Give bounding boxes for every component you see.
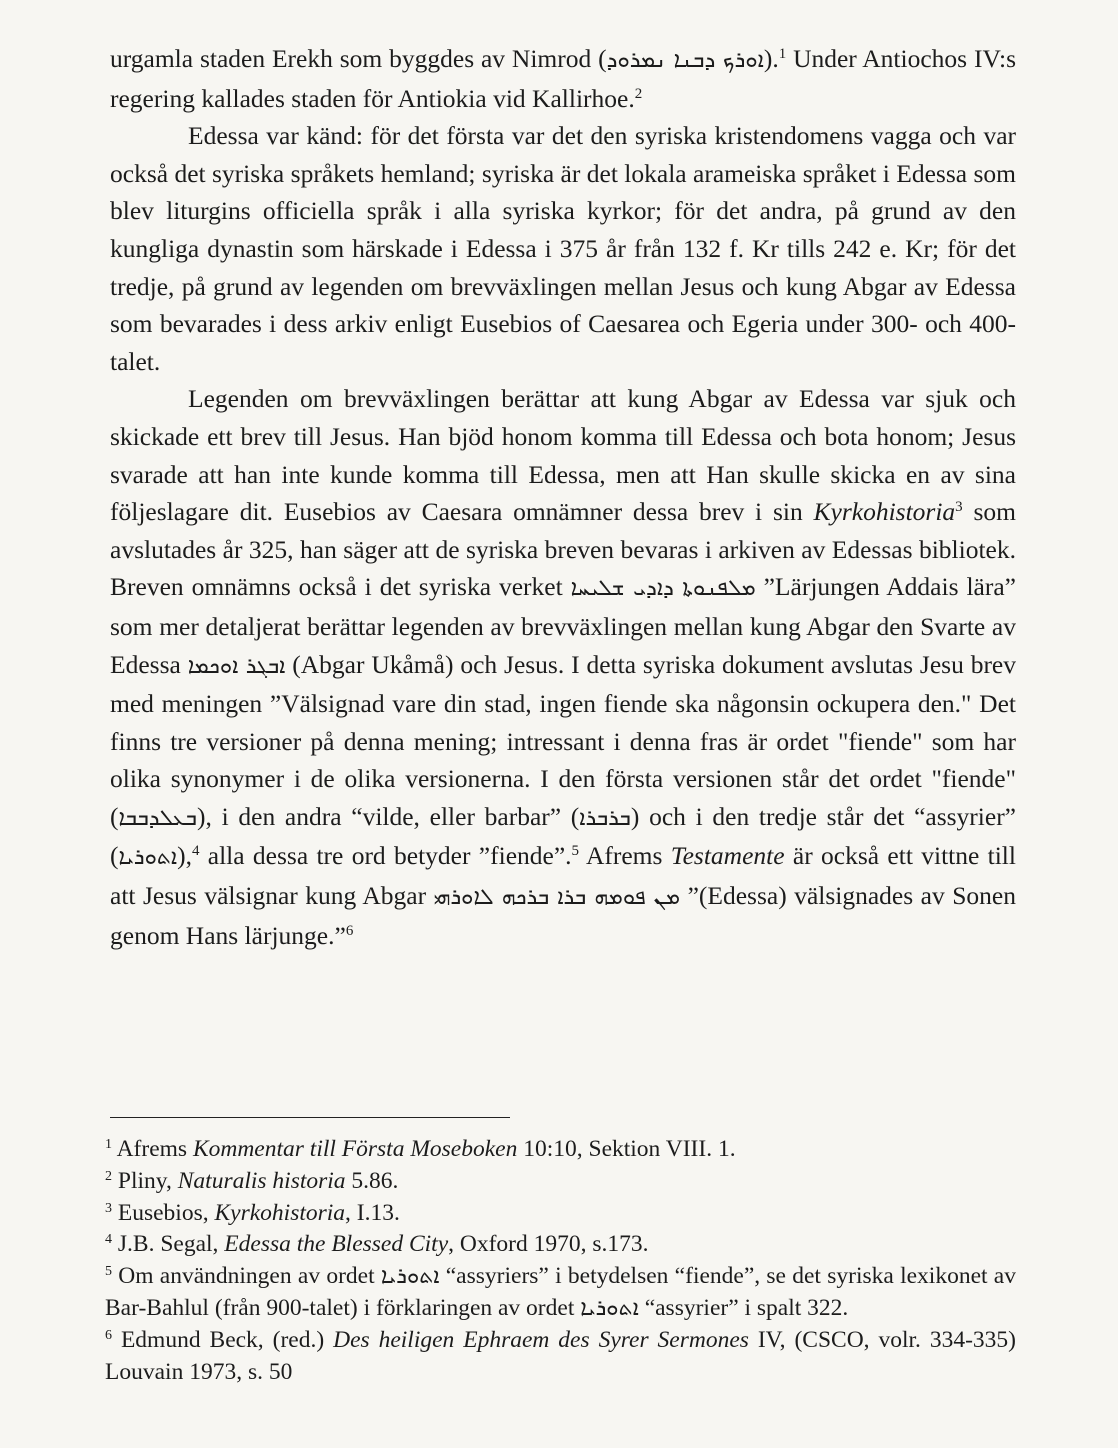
footnote-5 xyxy=(105,1261,1016,1325)
text-run: Om användningen av ordet xyxy=(112,1263,381,1290)
paragraph-2 xyxy=(110,117,1016,380)
paragraph-1 xyxy=(110,40,1016,117)
text-run: 5.86. xyxy=(345,1167,399,1194)
syriac-text: ܒܪܒܪܐ xyxy=(579,805,631,831)
footnote-6 xyxy=(105,1325,1016,1389)
italic-title: Kommentar till Första Moseboken xyxy=(192,1136,518,1162)
main-text xyxy=(110,40,1016,954)
footnote-ref: 6 xyxy=(105,1327,112,1343)
text-run: ”Lärjungen Addais lära” som mer detaljerat berättar legenden av brevväxlingen mellan kung Abgar den Svarte av Edessa xyxy=(110,572,1016,679)
syriac-text: ܐܘܪܟ ܕܒܢܐ ܢܡܪܘܕ xyxy=(606,48,764,73)
footnote-separator xyxy=(110,1117,510,1118)
text-run: Edessa var känd: för det första var det den syriska kristendomens vagga och var också det syriska språkets hemland; syriska är det lokala arameiska språket i Edessa som blev liturgins officiella språk i alla syriska kyrkor; för det andra, på grund av den kungliga dynastin som härskade i Edessa i 375 år från 132 f. Kr tills 242 e. Kr; för det tredje, på grund av legenden om brevväxlingen mellan Jesus och kung Abgar av Edessa som bevarades i dess arkiv enligt Eusebios of Caesarea och Egeria under 300- och 400-talet. xyxy=(110,121,1016,376)
footnote-1 xyxy=(105,1134,1016,1166)
italic-title: Kyrkohistoria xyxy=(214,1199,346,1226)
text-run: IV, (CSCO, volr. 334-335) Louvain 1973, s. 50 xyxy=(105,1326,1016,1385)
syriac-text: ܐܬܘܪܝܐ xyxy=(118,845,178,871)
footnotes xyxy=(105,1134,1016,1388)
text-run: ). xyxy=(763,44,779,73)
text-run: J.B. Segal, xyxy=(112,1231,225,1258)
italic-title: Naturalis historia xyxy=(177,1167,346,1194)
footnote-ref: 3 xyxy=(955,499,963,516)
footnote-ref: 5 xyxy=(105,1264,112,1280)
text-run: Legenden om brevväxlingen berättar att kung Abgar av Edessa var sjuk och skickade ett brev till Jesus. Han bjöd honom komma till Edessa och bota honom; Jesus svarade att han inte kunde komma till Edessa, men att Han skulle skicka en av sina följeslagare dit. Eusebios av Caesara omnämner dessa brev i sin xyxy=(110,384,1016,527)
italic-title: Testamente xyxy=(670,841,785,871)
footnote-2 xyxy=(105,1166,1016,1198)
italic-title: Edessa the Blessed City xyxy=(224,1231,449,1258)
text-run: Under Antiochos IV:s regering kallades staden för Antiokia vid Kallirhoe. xyxy=(110,44,1016,113)
footnote-ref: 6 xyxy=(345,922,354,939)
text-run: (Abgar Ukåmå) och Jesus. I detta syriska dokument avslutas Jesu brev med meningen ”Välsignad vare din stad, ingen fiende ska någonsin ockupera den." Det finns tre versioner på denna mening; intressant i denna fras är ordet "fiende" som har olika synonymer i de olika versionerna. I den första versionen står det ordet "fiende" ( xyxy=(110,649,1017,831)
text-run: Edmund Beck, (red.) xyxy=(112,1326,334,1353)
text-run: “assyriers” i betydelsen “fiende”, se det syriska lexikonet av Bar-Bahlul (från 900-talet) i förklaringen av ordet xyxy=(105,1263,1016,1321)
footnote-ref: 5 xyxy=(571,843,580,860)
syriac-text: ܡܢ ܦܘܡܗ ܒܪܐ ܒܪܟܗ ܠܐܘܪܗܝ xyxy=(433,885,681,911)
footnote-ref: 1 xyxy=(778,46,787,62)
text-run: ) och i den tredje står det “assyrier” ( xyxy=(110,801,1017,871)
syriac-text: ܒܥܠܕܒܒܐ xyxy=(118,805,198,831)
text-run: Eusebios, xyxy=(112,1199,215,1226)
text-run: ”(Edessa) välsignades av Sonen genom Hans lärjunge.” xyxy=(110,881,1016,950)
footnote-ref: 3 xyxy=(105,1200,112,1216)
text-run: Afrems xyxy=(579,841,671,871)
footnote-3 xyxy=(105,1198,1016,1230)
text-run: ), i den andra “vilde, eller barbar” ( xyxy=(197,801,580,831)
syriac-text: ܐܬܘܪܝܐ xyxy=(380,1264,440,1290)
text-run: är också ett vittne till att Jesus välsignar kung Abgar xyxy=(110,841,1016,911)
syriac-text: ܐܒܓܪ ܐܘܟܡܐ xyxy=(187,653,286,679)
paragraph-3 xyxy=(110,380,1016,954)
text-run: , I.13. xyxy=(345,1199,400,1226)
text-run: som avslutades år 325, han säger att de syriska breven bevaras i arkiven av Edessas bibliotek. Breven omnämns också i det syriska verket xyxy=(110,497,1016,602)
italic-title: Des heiligen Ephraem des Syrer Sermones xyxy=(333,1326,749,1353)
footnote-4 xyxy=(105,1229,1016,1261)
italic-title: Kyrkohistoria xyxy=(813,497,956,527)
footnote-ref: 4 xyxy=(105,1232,112,1248)
footnote-ref: 4 xyxy=(191,843,200,860)
footnote-ref: 2 xyxy=(634,85,643,102)
text-run: , Oxford 1970, s.173. xyxy=(448,1231,649,1258)
footnote-ref: 1 xyxy=(105,1137,112,1152)
syriac-text: ܐܬܘܪܝܐ xyxy=(580,1295,639,1321)
syriac-text: ܡܠܦܢܘܬܐ ܕܐܕܝ ܫܠܝܚܐ xyxy=(570,576,756,602)
text-run: urgamla staden Erekh som byggdes av Nimrod ( xyxy=(110,44,607,73)
text-run: 10:10, Sektion VIII. 1. xyxy=(517,1136,736,1162)
text-run: alla dessa tre ord betyder ”fiende”. xyxy=(199,841,572,871)
text-run: “assyrier” i spalt 322. xyxy=(638,1294,849,1321)
text-run: Pliny, xyxy=(112,1167,178,1194)
text-run: Afrems xyxy=(112,1136,193,1162)
text-run: ), xyxy=(177,841,192,871)
footnote-ref: 2 xyxy=(105,1168,112,1184)
